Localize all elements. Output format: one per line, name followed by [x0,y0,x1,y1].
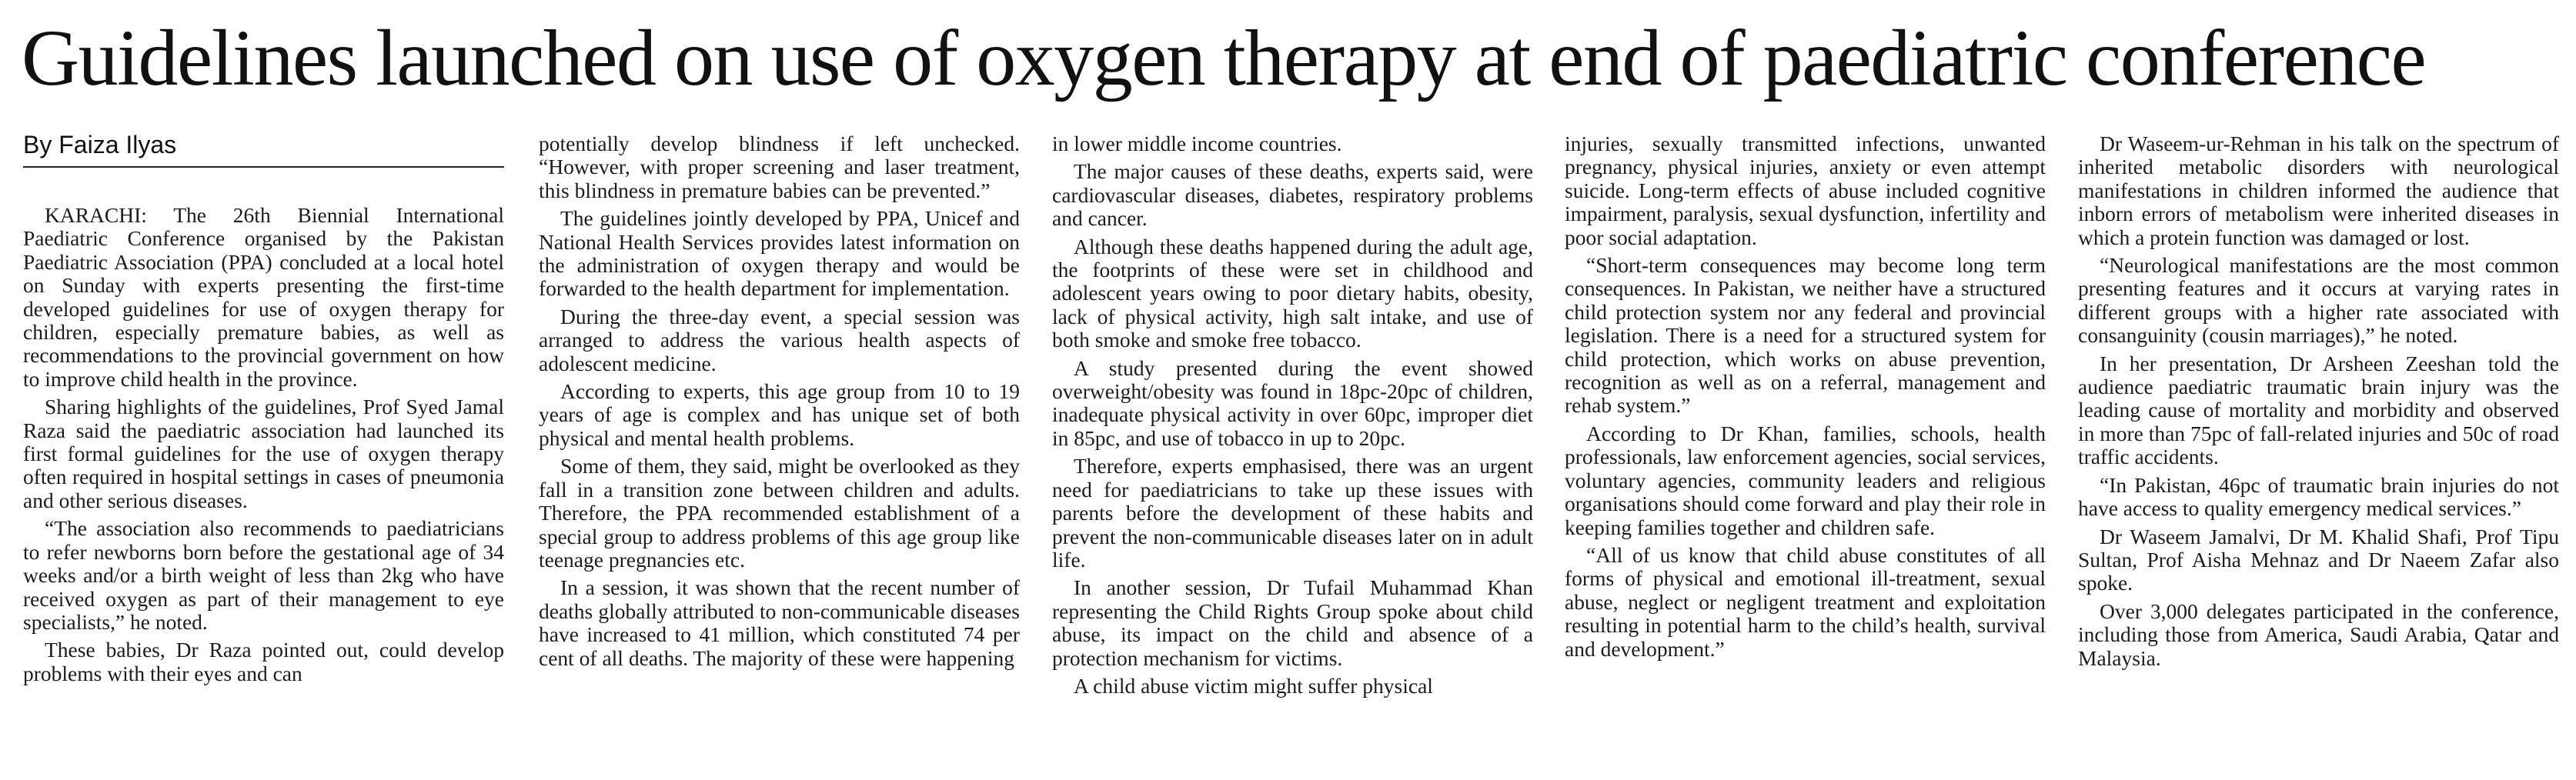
article-column-3 [1052,132,1533,702]
paragraph: Dr Waseem Jamalvi, Dr M. Khalid Shafi, Prof Tipu Sultan, Prof Aisha Mehnaz and Dr Naeem Zafar also spoke. [2078,524,2559,595]
article-column-2 [539,132,1020,675]
paragraph: injuries, sexually transmitted infections, unwanted pregnancy, physical injuries, anxiety or even attempt suicide. Long-term effects of abuse included cognitive impairment, paralysis, sexual dysfunction, infertility and poor social adaptation. [1565,132,2046,249]
article-column-4 [1565,132,2046,665]
paragraph: Therefore, experts emphasised, there was an urgent need for paediatricians to take up these issues with parents before the development of these habits and prevent the non-communicable diseases later on in adult life. [1052,454,1533,572]
paragraph: During the three-day event, a special session was arranged to address the various health aspects of adolescent medicine. [539,304,1020,375]
paragraph: KARACHI: The 26th Biennial International Paediatric Conference organised by the Pakistan Paediatric Association (PPA) concluded at a local hotel on Sunday with experts presenting the first-time developed guidelines for use of oxygen therapy for children, especially premature babies, as well as recommendations to the provincial government on how to improve child health in the province. [23,203,504,391]
paragraph: Some of them, they said, might be overlooked as they fall in a transition zone between children and adults. Therefore, the PPA recommended establishment of a special group to address problems of this age group like teenage pregnancies etc. [539,454,1020,572]
paragraph: “The association also recommends to paediatricians to refer newborns born before the gestational age of 34 weeks and/or a birth weight of less than 2kg who have received oxygen as part of their management to eye specialists,” he noted. [23,516,504,634]
paragraph: “All of us know that child abuse constitutes of all forms of physical and emotional ill-treatment, sexual abuse, neglect or negligent treatment and exploitation resulting in potential harm to the child’s health, survival and development.” [1565,542,2046,661]
paragraph: A child abuse victim might suffer physical [1074,673,1433,698]
paragraph: potentially develop blindness if left unchecked. “However, with proper screening and laser treatment, this blindness in premature babies can be prevented.” [539,132,1020,202]
byline: By Faiza Ilyas [23,129,504,168]
paragraph: A study presented during the event showed overweight/obesity was found in 18pc-20pc of children, inadequate physical activity in over 60pc, improper diet in 85pc, and use of tobacco in up to 20pc. [1052,355,1533,450]
paragraph: The guidelines jointly developed by PPA, Unicef and National Health Services provides latest information on the administration of oxygen therapy and would be forwarded to the health department for implementation. [539,206,1020,301]
paragraph: “In Pakistan, 46pc of traumatic brain injuries do not have access to quality emergency medical services.” [2078,472,2559,521]
paragraph: These babies, Dr Raza pointed out, could develop problems with their eyes and can [23,638,504,685]
paragraph: in lower middle income countries. [1052,132,1342,155]
paragraph: In a session, it was shown that the recent number of deaths globally attributed to non-communicable diseases have increased to 41 million, which constituted 74 per cent of all deaths. The majority of these were happening [539,575,1020,670]
paragraph: The major causes of these deaths, experts said, were cardiovascular diseases, diabetes, respiratory problems and cancer. [1052,159,1533,231]
paragraph: “Neurological manifestations are the most common presenting features and it occurs at varying rates in different groups with a higher rate associated with consanguinity (cousin marriages),” he noted. [2078,253,2559,348]
paragraph: In another session, Dr Tufail Muhammad Khan representing the Child Rights Group spoke about child abuse, its impact on the child and absence of a protection mechanism for victims. [1052,575,1533,670]
headline: Guidelines launched on use of oxygen therapy at end of paediatric conference [22,14,2426,102]
paragraph: Sharing highlights of the guidelines, Prof Syed Jamal Raza said the paediatric association had launched its first formal guidelines for the use of oxygen therapy often required in hospital settings in cases of pneumonia and other serious diseases. [23,395,504,512]
paragraph: Although these deaths happened during the adult age, the footprints of these were set in childhood and adolescent years owing to poor dietary habits, obesity, lack of physical activity, high salt intake, and use of both smoke and smoke free tobacco. [1052,234,1533,352]
paragraph: Dr Waseem-ur-Rehman in his talk on the spectrum of inherited metabolic disorders with neurological manifestations in children informed the audience that inborn errors of metabolism were inherited diseases in which a protein function was damaged or lost. [2078,132,2559,249]
article-column-1 [23,204,504,690]
paragraph: According to Dr Khan, families, schools, health professionals, law enforcement agencies, social services, voluntary agencies, community leaders and religious organisations should come forward and play their role in keeping families together and children safe. [1565,421,2046,539]
paragraph: According to experts, this age group from 10 to 19 years of age is complex and has unique set of both physical and mental health problems. [539,379,1020,450]
paragraph: In her presentation, Dr Arsheen Zeeshan told the audience paediatric traumatic brain injury was the leading cause of mortality and morbidity and observed in more than 75pc of fall-related injuries and 50c of road traffic accidents. [2078,351,2559,469]
article-column-5 [2078,132,2559,675]
paragraph: Over 3,000 delegates participated in the conference, including those from America, Saudi Arabia, Qatar and Malaysia. [2078,598,2559,670]
paragraph: “Short-term consequences may become long term consequences. In Pakistan, we neither have a structured child protection system nor any federal and provincial legislation. There is a need for a structured system for child protection, which works on abuse prevention, recognition as well as on a referral, management and rehab system.” [1565,253,2046,418]
